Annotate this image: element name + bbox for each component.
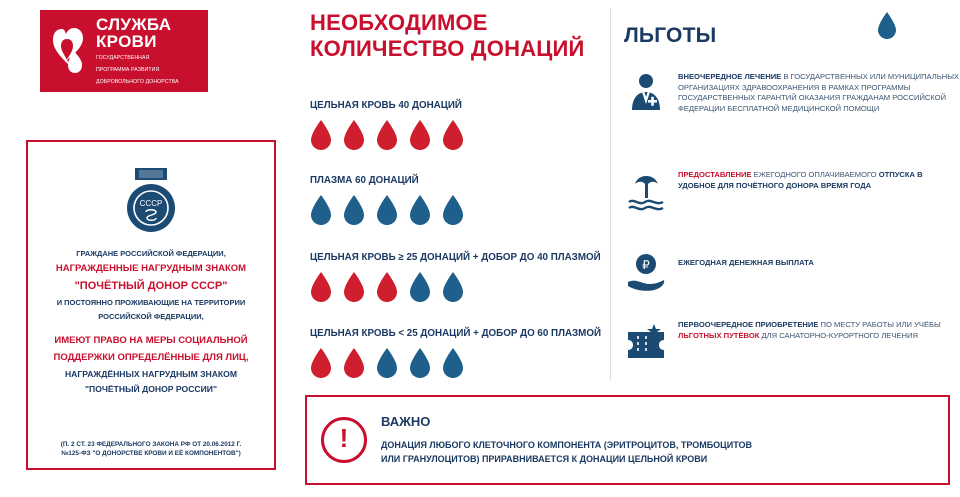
- important-body: [381, 414, 764, 466]
- honor-note-line1: (П. 2 СТ. 23 ФЕДЕРАЛЬНОГО ЗАКОНА РФ ОТ 20.06.2012 Г.: [60, 441, 242, 448]
- benefits-title: ЛЬГОТЫ: [624, 24, 717, 47]
- blood-drop-icon: [442, 120, 464, 150]
- benefit-3-part-3: ДЛЯ САНАТОРНО-КУРОРТНОГО ЛЕЧЕНИЯ: [761, 330, 918, 340]
- heart-drop-icon: [52, 25, 88, 77]
- donations-title-line2: КОЛИЧЕСТВО ДОНАЦИЙ: [310, 36, 585, 61]
- benefit-text-2: [678, 250, 814, 294]
- honor-line-7: ПОДДЕРЖКИ ОПРЕДЕЛЁННЫЕ ДЛЯ ЛИЦ,: [53, 352, 249, 363]
- honor-note-line2: №125-ФЗ "О ДОНОРСТВЕ КРОВИ И ЕЁ КОМПОНЕНТОВ"): [61, 450, 241, 457]
- benefit-1-part-0: ПРЕДОСТАВЛЕНИЕ: [678, 170, 754, 179]
- drop-row-1: [310, 195, 600, 225]
- benefit-1-part-1: ЕЖЕГОДНОГО ОПЛАЧИВАЕМОГО: [753, 170, 879, 179]
- blood-drop-icon: [343, 348, 365, 378]
- doctor-icon: [624, 70, 668, 114]
- honor-line-6: ИМЕЮТ ПРАВО НА МЕРЫ СОЦИАЛЬНОЙ: [54, 335, 248, 346]
- svg-text:₽: ₽: [642, 258, 650, 272]
- plasma-drop-icon: [376, 195, 398, 225]
- benefit-1-part-2: ОТПУСКА В УДОБНОЕ ДЛЯ ПОЧЁТНОГО ДОНОРА ВРЕМЯ ГОДА: [678, 170, 923, 190]
- benefit-item-3: [624, 318, 960, 362]
- benefit-2-part-0: ЕЖЕГОДНАЯ ДЕНЕЖНАЯ ВЫПЛАТА: [678, 258, 814, 267]
- drop-row-3: [310, 348, 600, 378]
- honor-line-8: НАГРАЖДЁННЫХ НАГРУДНЫМ ЗНАКОМ: [64, 369, 238, 379]
- benefit-3-part-2: ЛЬГОТНЫХ ПУТЁВОК: [678, 330, 762, 340]
- benefit-text-0: [678, 70, 960, 114]
- logo-title-line2: КРОВИ: [96, 32, 157, 51]
- blood-drop-icon: [343, 120, 365, 150]
- left-column: [0, 0, 292, 497]
- benefit-text-3: [678, 318, 960, 362]
- benefit-3-part-1: ПО МЕСТУ РАБОТЫ ИЛИ УЧЁБЫ: [820, 320, 941, 329]
- donations-title: [310, 10, 585, 62]
- donation-block-0: [310, 100, 600, 150]
- honor-line-2: НАГРАЖДЕННЫЕ НАГРУДНЫМ ЗНАКОМ: [55, 263, 247, 274]
- donation-label-0: ЦЕЛЬНАЯ КРОВЬ 40 ДОНАЦИЙ: [310, 100, 462, 111]
- important-panel: [305, 395, 950, 485]
- donations-title-line1: НЕОБХОДИМОЕ: [310, 10, 488, 35]
- benefit-item-0: [624, 70, 960, 114]
- blood-drop-icon: [343, 272, 365, 302]
- blood-drop-icon: [310, 348, 332, 378]
- logo-subtitle-line3: ДОБРОВОЛЬНОГО ДОНОРСТВА: [96, 79, 179, 85]
- plasma-drop-icon: [877, 12, 897, 39]
- blood-drop-icon: [376, 272, 398, 302]
- important-text-line2: ИЛИ ГРАНУЛОЦИТОВ) ПРИРАВНИВАЕТСЯ К ДОНАЦИИ ЦЕЛЬНОЙ КРОВИ: [381, 454, 708, 464]
- honor-line-5: РОССИЙСКОЙ ФЕДЕРАЦИИ,: [98, 312, 204, 321]
- drop-row-0: [310, 120, 600, 150]
- svg-text:СССР: СССР: [139, 199, 163, 208]
- donation-label-1: ПЛАЗМА 60 ДОНАЦИЙ: [310, 175, 419, 186]
- logo-text-block: [96, 16, 179, 86]
- exclamation-icon: [307, 417, 381, 463]
- honored-donor-ussr-panel: [26, 140, 276, 470]
- blood-service-logo: [40, 10, 208, 92]
- honor-line-3: "ПОЧЁТНЫЙ ДОНОР СССР": [74, 280, 228, 292]
- important-title: ВАЖНО: [381, 414, 431, 429]
- donation-label-2: ЦЕЛЬНАЯ КРОВЬ ≥ 25 ДОНАЦИЙ + ДОБОР ДО 40 ПЛАЗМОЙ: [310, 252, 601, 263]
- exclamation-mark: !: [321, 417, 367, 463]
- honor-line-1: ГРАЖДАНЕ РОССИЙСКОЙ ФЕДЕРАЦИИ,: [76, 249, 226, 258]
- logo-subtitle-line2: ПРОГРАММА РАЗВИТИЯ: [96, 67, 160, 73]
- blood-drop-icon: [310, 272, 332, 302]
- logo-title-line1: СЛУЖБА: [96, 15, 172, 34]
- plasma-drop-icon: [409, 195, 431, 225]
- plasma-drop-icon: [376, 348, 398, 378]
- benefit-text-1: [678, 168, 960, 212]
- hand-money-icon: [624, 250, 668, 294]
- logo-subtitle-line1: ГОСУДАРСТВЕННАЯ: [96, 55, 150, 61]
- medal-icon: [121, 166, 181, 236]
- honor-line-4: И ПОСТОЯННО ПРОЖИВАЮЩИЕ НА ТЕРРИТОРИИ: [56, 298, 246, 307]
- blood-drop-icon: [310, 120, 332, 150]
- donation-block-1: [310, 175, 600, 225]
- benefit-0-part-0: ВНЕОЧЕРЕДНОЕ ЛЕЧЕНИЕ: [678, 72, 784, 81]
- benefit-3-part-0: ПЕРВООЧЕРЕДНОЕ ПРИОБРЕТЕНИЕ: [678, 320, 821, 329]
- palm-beach-icon: [624, 168, 668, 212]
- benefit-item-2: [624, 250, 960, 294]
- column-divider: [610, 8, 611, 380]
- honor-legal-note: [44, 440, 258, 458]
- blood-drop-icon: [376, 120, 398, 150]
- benefit-item-1: [624, 168, 960, 212]
- plasma-drop-icon: [310, 195, 332, 225]
- ticket-icon: [624, 318, 668, 362]
- donation-block-3: [310, 328, 600, 378]
- honor-text-block: [42, 248, 260, 398]
- plasma-drop-icon: [442, 348, 464, 378]
- blood-drop-icon: [409, 120, 431, 150]
- donation-label-3: ЦЕЛЬНАЯ КРОВЬ < 25 ДОНАЦИЙ + ДОБОР ДО 60 ПЛАЗМОЙ: [310, 328, 601, 339]
- plasma-drop-icon: [409, 348, 431, 378]
- benefit-0-part-1: В ГОСУДАРСТВЕННЫХ ИЛИ МУНИЦИПАЛЬНЫХ ОРГАНИЗАЦИЯХ ЗДРАВООХРАНЕНИЯ В РАМКАХ ПРОГРАММЫ ГОСУДАРСТВЕННЫХ ГАРАНТИЙ ОКАЗАНИЯ ГРАЖДАНАМ РОССИЙСКОЙ ФЕДЕРАЦИИ БЕСПЛАТНОЙ МЕДИЦИНСКОЙ ПОМОЩИ: [678, 72, 959, 113]
- drop-row-2: [310, 272, 600, 302]
- plasma-drop-icon: [409, 272, 431, 302]
- plasma-drop-icon: [442, 195, 464, 225]
- plasma-drop-icon: [343, 195, 365, 225]
- important-text-line1: ДОНАЦИЯ ЛЮБОГО КЛЕТОЧНОГО КОМПОНЕНТА (ЭРИТРОЦИТОВ, ТРОМБОЦИТОВ: [381, 440, 752, 450]
- honor-line-9: "ПОЧЁТНЫЙ ДОНОР РОССИИ": [84, 384, 218, 394]
- plasma-drop-icon: [442, 272, 464, 302]
- donation-block-2: [310, 252, 600, 302]
